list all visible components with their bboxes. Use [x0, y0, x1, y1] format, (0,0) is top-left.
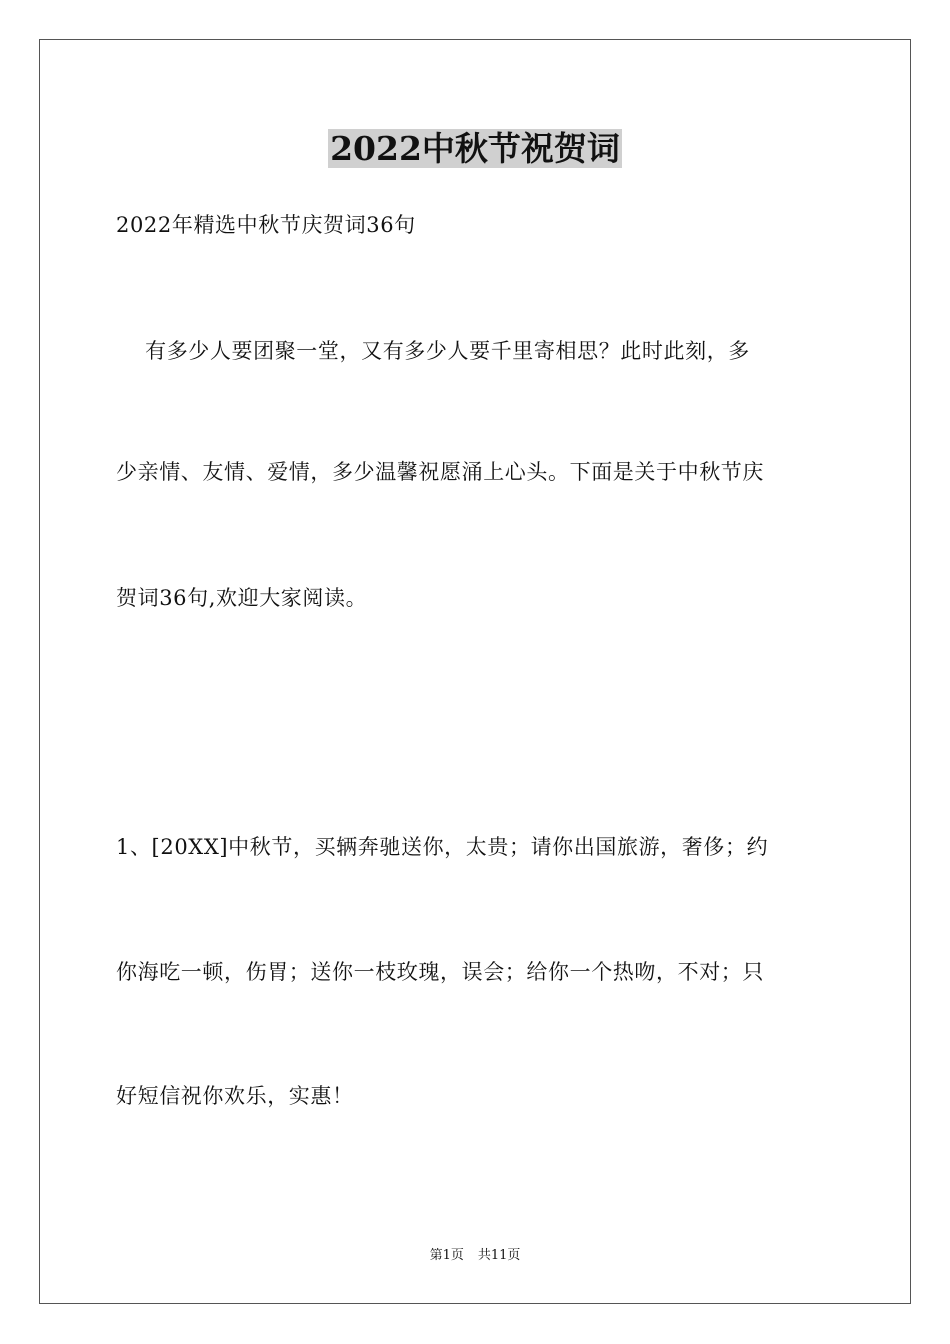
page-footer [0, 1247, 950, 1265]
document-subtitle: 2022年精选中秋节庆贺词36句 [116, 213, 416, 237]
item1-line-3: 好短信祝你欢乐，实惠！ [116, 1084, 354, 1108]
page-number: 第1页 [429, 1248, 464, 1263]
intro-line-2: 少亲情、友情、爱情，多少温馨祝愿涌上心头。下面是关于中秋节庆 [116, 460, 764, 484]
document-title [0, 128, 950, 170]
item1-line-1: 1、[20XX]中秋节，买辆奔驰送你，太贵；请你出国旅游，奢侈；约 [116, 835, 769, 859]
document-title-text: 2022中秋节祝贺词 [330, 129, 620, 168]
page-total: 共11页 [477, 1248, 521, 1263]
item1-line-2: 你海吃一顿，伤胃；送你一枝玫瑰，误会；给你一个热吻，不对；只 [116, 960, 764, 984]
intro-line-1: 有多少人要团聚一堂，又有多少人要千里寄相思？此时此刻，多 [116, 339, 750, 363]
intro-line-3: 贺词36句,欢迎大家阅读。 [116, 586, 368, 610]
